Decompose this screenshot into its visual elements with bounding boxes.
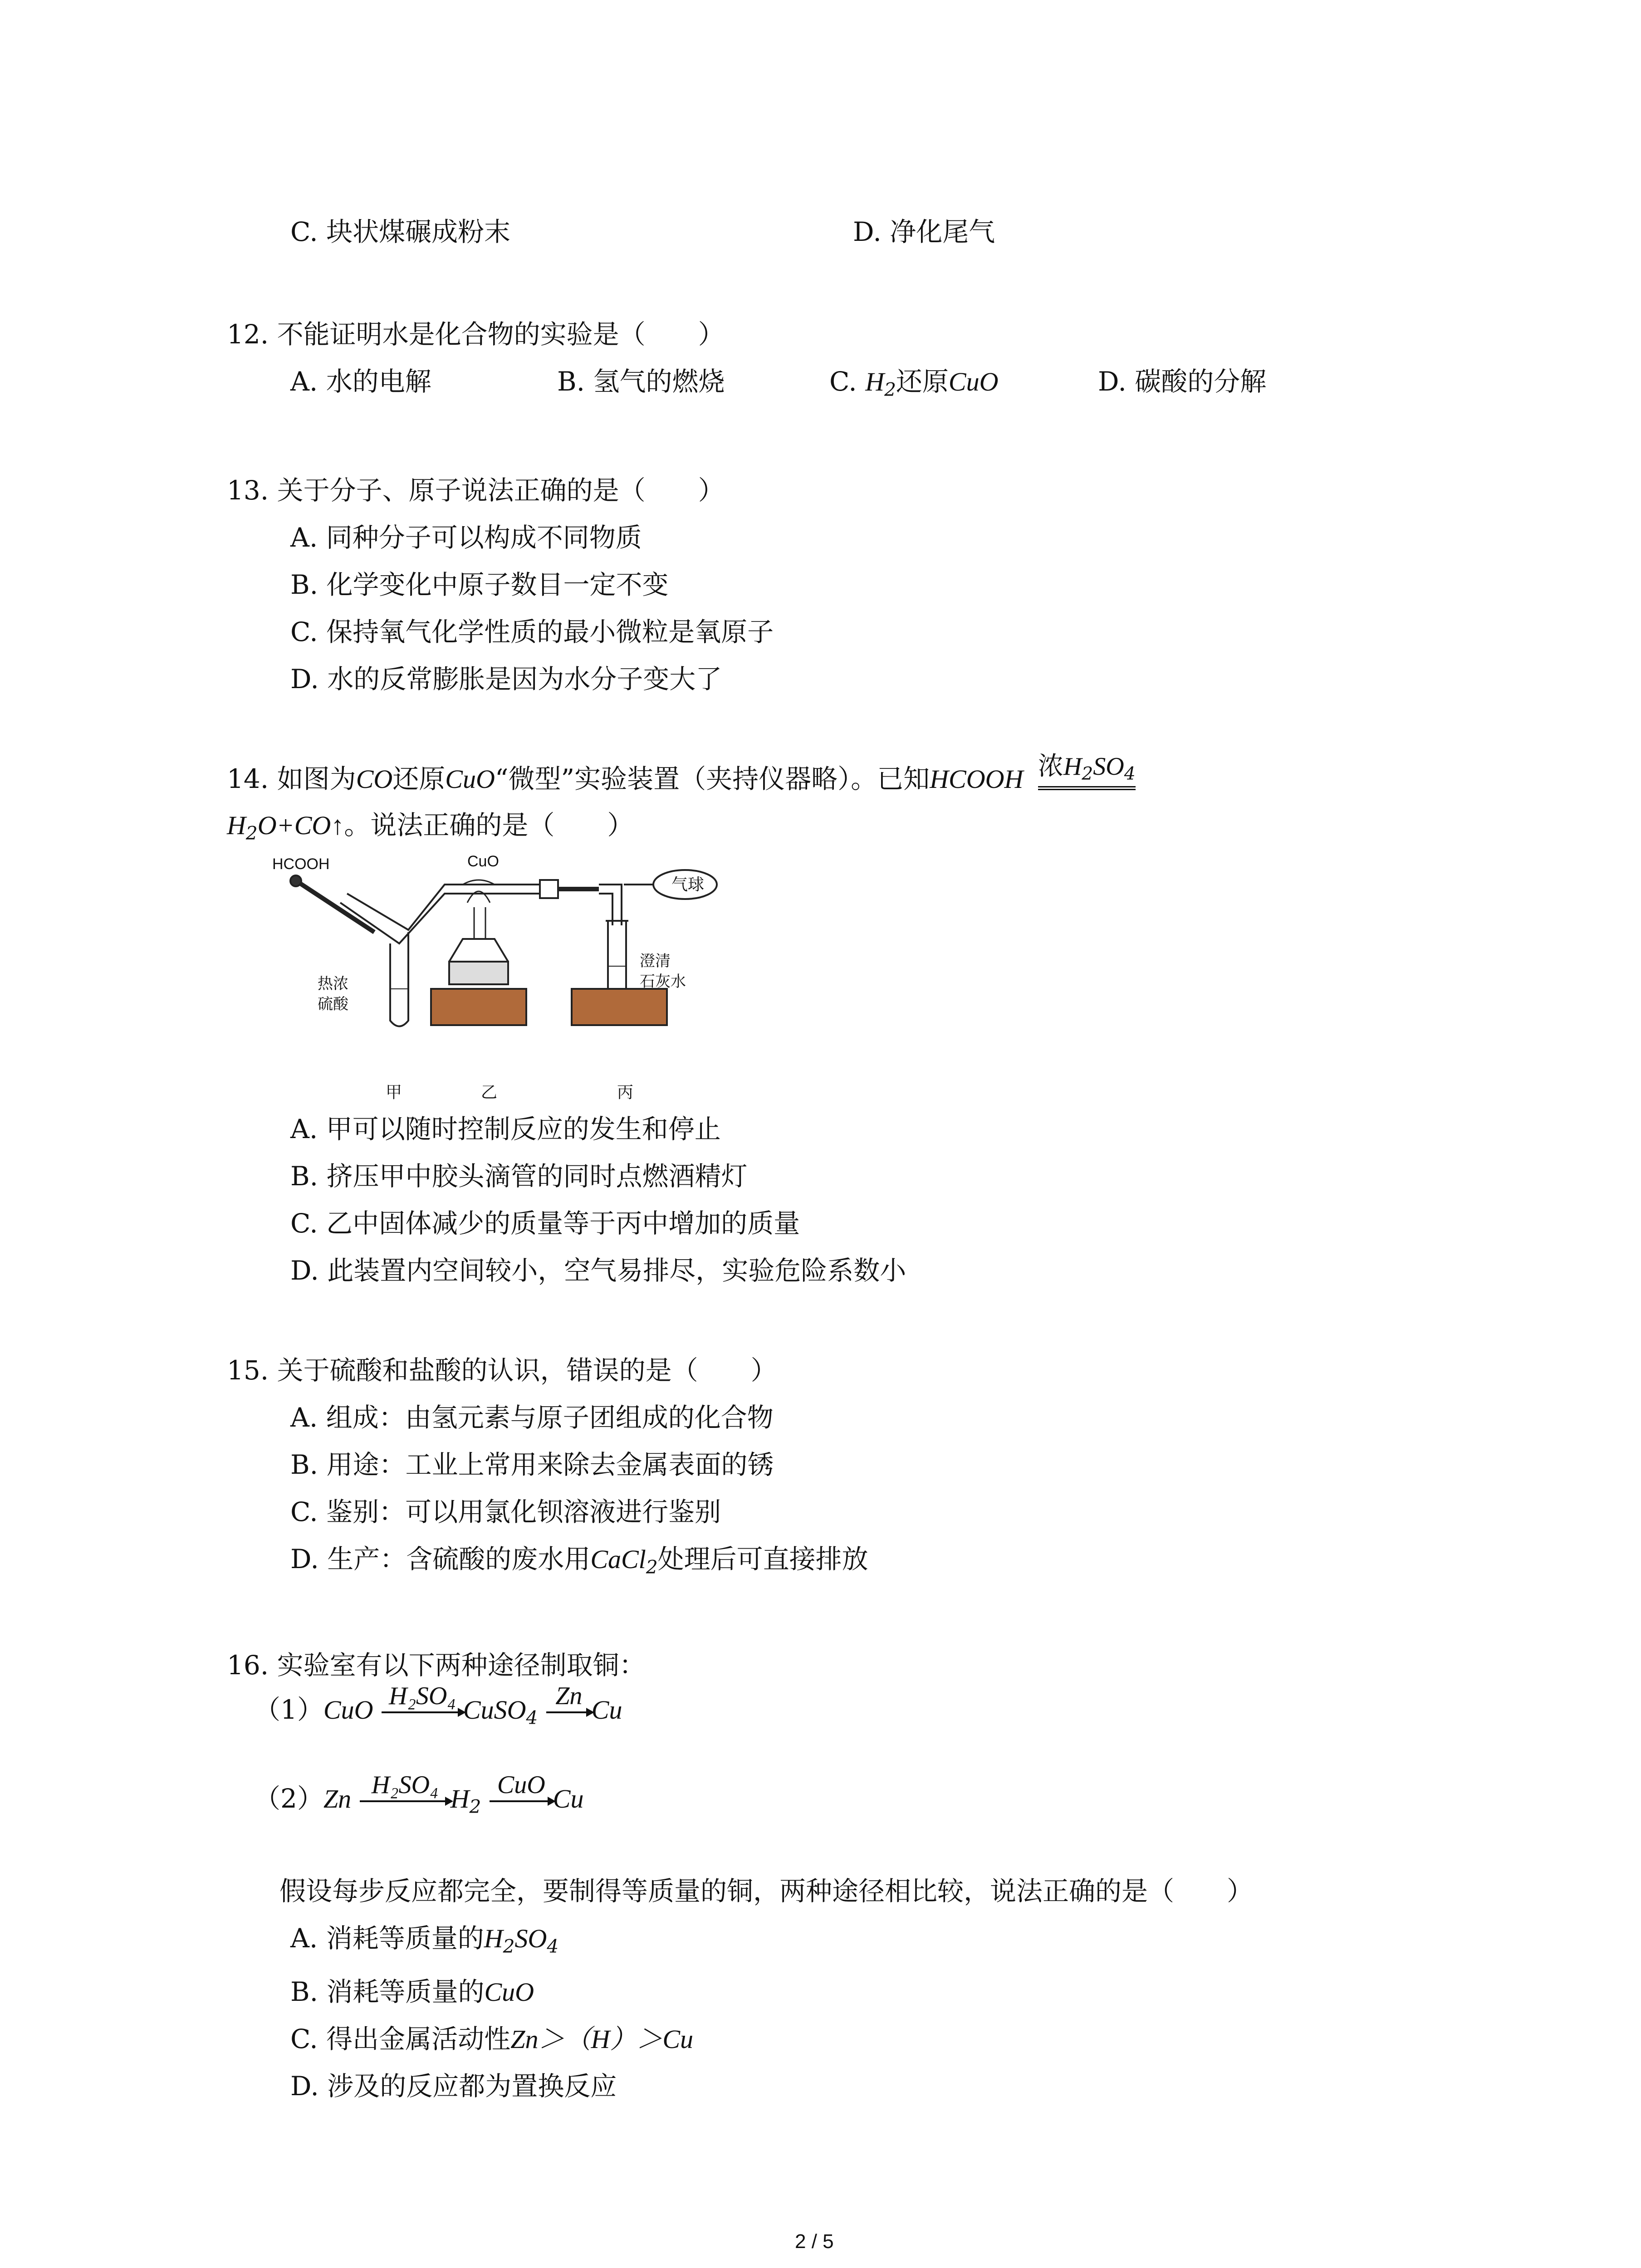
q16-option-b: B. 消耗等质量的CuO (290, 1976, 534, 2007)
q13-option-a: A. 同种分子可以构成不同物质 (290, 522, 642, 553)
page-number: 2 / 5 (795, 2230, 834, 2253)
label-cuo: CuO (467, 853, 499, 870)
q12-option-b: B. 氢气的燃烧 (557, 366, 725, 397)
label-acid-2: 硫酸 (318, 996, 348, 1013)
q14-stem-line2: $H_2O+CO↑$。说法正确的是（ ） (227, 810, 634, 844)
q14-option-d: D. 此装置内空间较小，空气易排尽，实验危险系数小 (290, 1255, 906, 1286)
q11-option-c: C. 块状煤碾成粉末 (290, 216, 511, 247)
q12-option-a: A. 水的电解 (290, 366, 431, 397)
q16-route-2: （2）Zn H₂SO₄ $H_2$ CuO Cu (254, 1770, 584, 1818)
q13-option-d: D. 水的反常膨胀是因为水分子变大了 (290, 664, 722, 694)
q13-stem: 13. 关于分子、原子说法正确的是（ ） (227, 475, 725, 506)
q12-option-c: C. $H_2$还原CuO (829, 366, 999, 401)
q15-stem: 15. 关于硫酸和盐酸的认识，错误的是（ ） (227, 1355, 777, 1386)
q15-option-b: B. 用途：工业上常用来除去金属表面的锈 (290, 1449, 774, 1480)
q16-stem: 16. 实验室有以下两种途径制取铜： (227, 1650, 646, 1681)
label-lime-1: 澄清 (640, 953, 671, 970)
q13-option-b: B. 化学变化中原子数目一定不变 (290, 569, 669, 600)
label-balloon: 气球 (671, 875, 705, 894)
label-bing: 丙 (617, 1083, 634, 1101)
q13-option-c: C. 保持氧气化学性质的最小微粒是氧原子 (290, 616, 774, 647)
q15-option-d: D. 生产：含硫酸的废水用CaCl$_2$处理后可直接排放 (290, 1544, 868, 1578)
q16-route-1: （1）CuO H₂SO₄ CuSO$_4$ Zn Cu (254, 1681, 622, 1729)
label-jia: 甲 (386, 1083, 402, 1101)
route2-arrow-2: CuO (490, 1772, 553, 1802)
q16-option-d: D. 涉及的反应都为置换反应 (290, 2071, 617, 2102)
q11-option-d: D. 净化尾气 (853, 216, 995, 247)
q15-option-c: C. 鉴别：可以用氯化钡溶液进行鉴别 (290, 1496, 721, 1527)
q16-option-a: A. 消耗等质量的$H_2SO_4$ (290, 1923, 559, 1957)
q12-stem: 12. 不能证明水是化合物的实验是（ ） (227, 319, 725, 350)
q15-option-a: A. 组成：由氢元素与原子团组成的化合物 (290, 1402, 774, 1433)
route1-arrow-1: H₂SO₄ (382, 1683, 463, 1713)
q14-option-a: A. 甲可以随时控制反应的发生和停止 (290, 1114, 721, 1144)
label-yi: 乙 (481, 1083, 498, 1101)
route1-arrow-2: Zn (546, 1683, 592, 1713)
q14-stem-line1: 14. 如图为CO还原CuO“微型”实验装置（夹持仪器略）。已知HCOOH 浓$H_2SO_4$ (227, 752, 1136, 794)
label-lime-2: 石灰水 (640, 973, 686, 990)
q12-option-d: D. 碳酸的分解 (1098, 366, 1267, 397)
label-hcooh: HCOOH (272, 855, 330, 873)
q16-question: 假设每步反应都完全，要制得等质量的铜，两种途径相比较，说法正确的是（ ） (279, 1876, 1254, 1906)
q14-option-c: C. 乙中固体减少的质量等于丙中增加的质量 (290, 1208, 800, 1239)
q14-apparatus-figure (272, 853, 771, 1107)
q16-option-c: C. 得出金属活动性Zn＞（H）＞Cu (290, 2024, 694, 2054)
q14-option-b: B. 挤压甲中胶头滴管的同时点燃酒精灯 (290, 1161, 748, 1192)
label-acid-1: 热浓 (318, 975, 348, 992)
route2-arrow-1: H₂SO₄ (360, 1772, 451, 1802)
q14-reaction-condition: 浓$H_2SO_4$ (1038, 754, 1136, 790)
